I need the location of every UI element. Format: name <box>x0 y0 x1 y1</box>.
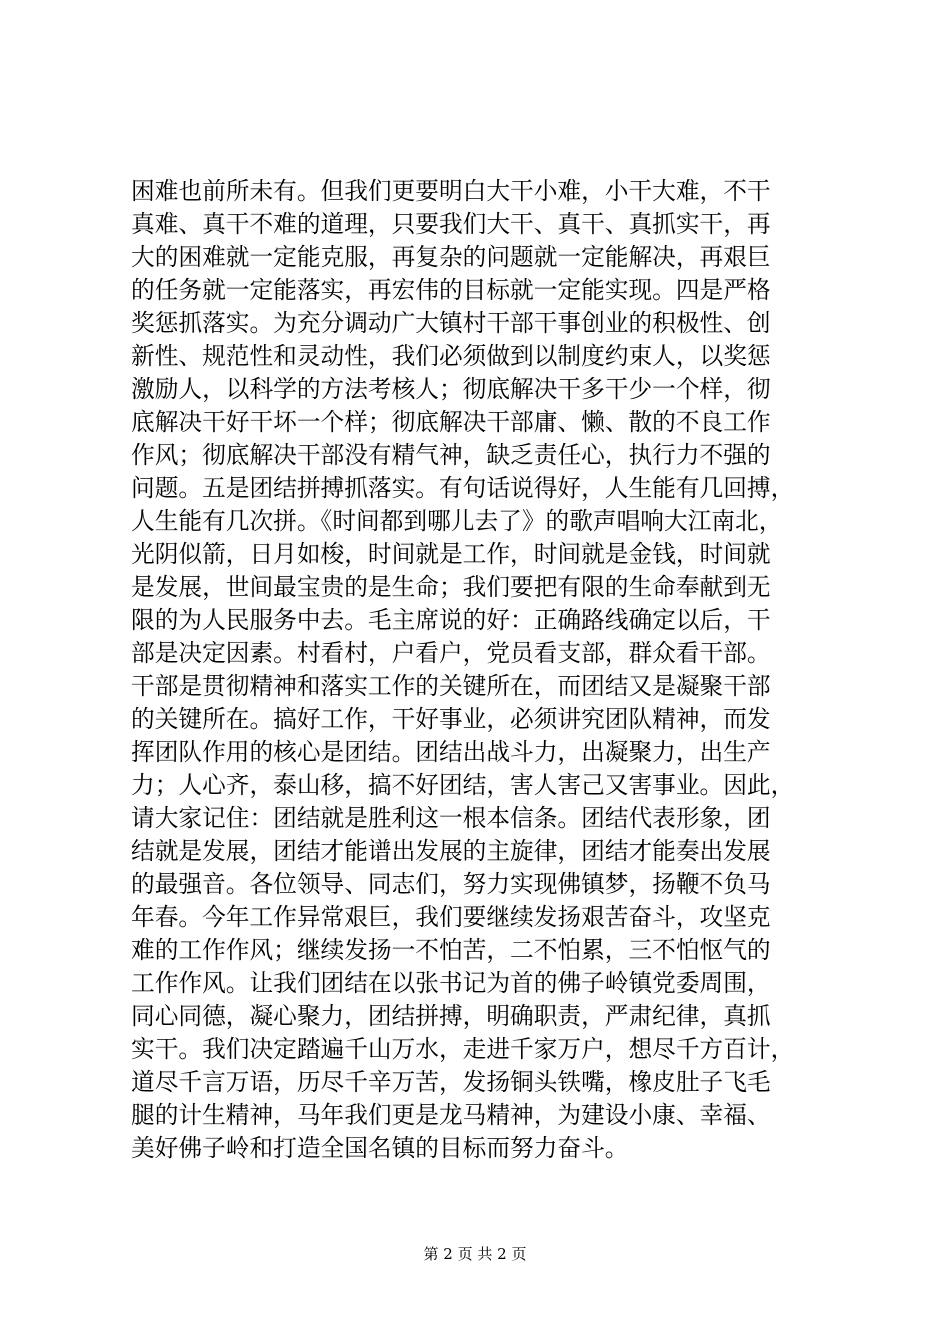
text-line: 大的困难就一定能克服，再复杂的问题就一定能解决，再艰巨 <box>131 243 771 271</box>
body-text <box>131 175 831 1165</box>
text-line: 困难也前所未有。但我们更要明白大干小难，小干大难，不干 <box>131 177 771 205</box>
text-line: 美好佛子岭和打造全国名镇的目标而努力奋斗。 <box>131 1134 629 1162</box>
text-line: 的任务就一定能落实，再宏伟的目标就一定能实现。四是严格 <box>131 276 771 304</box>
text-line: 道尽千言万语，历尽千辛万苦，发扬铜头铁嘴，橡皮肚子飞毛 <box>131 1068 771 1096</box>
text-line: 结就是发展，团结才能谱出发展的主旋律，团结才能奏出发展 <box>131 837 771 865</box>
text-line: 激励人，以科学的方法考核人；彻底解决干多干少一个样，彻 <box>131 375 771 403</box>
text-line: 难的工作作风；继续发扬一不怕苦，二不怕累，三不怕怄气的 <box>131 936 771 964</box>
text-line: 请大家记住：团结就是胜利这一根本信条。团结代表形象，团 <box>131 804 771 832</box>
text-line: 是发展，世间最宝贵的是生命；我们要把有限的生命奉献到无 <box>131 573 771 601</box>
text-line: 工作作风。让我们团结在以张书记为首的佛子岭镇党委周围， <box>131 969 771 997</box>
text-line: 问题。五是团结拼搏抓落实。有句话说得好，人生能有几回搏， <box>131 474 795 502</box>
page-footer: 第 2 页 共 2 页 <box>423 1245 527 1263</box>
text-line: 新性、规范性和灵动性，我们必须做到以制度约束人，以奖惩 <box>131 342 771 370</box>
text-line: 人生能有几次拼。《时间都到哪儿去了》的歌声唱响大江南北， <box>131 507 783 535</box>
text-line: 同心同德，凝心聚力，团结拼搏，明确职责，严肃纪律，真抓 <box>131 1002 771 1030</box>
text-line: 力；人心齐，泰山移，搞不好团结，害人害己又害事业。因此， <box>131 771 795 799</box>
text-line: 真难、真干不难的道理，只要我们大干、真干、真抓实干，再 <box>131 210 771 238</box>
text-line: 限的为人民服务中去。毛主席说的好：正确路线确定以后，干 <box>131 606 771 634</box>
text-line: 的关键所在。搞好工作，干好事业，必须讲究团队精神，而发 <box>131 705 771 733</box>
text-line: 作风；彻底解决干部没有精气神，缺乏责任心，执行力不强的 <box>131 441 771 469</box>
text-line: 光阴似箭，日月如梭，时间就是工作，时间就是金钱，时间就 <box>131 540 771 568</box>
text-line: 奖惩抓落实。为充分调动广大镇村干部干事创业的积极性、创 <box>131 309 771 337</box>
text-line: 底解决干好干坏一个样；彻底解决干部庸、懒、散的不良工作 <box>131 408 771 436</box>
text-line: 的最强音。各位领导、同志们，努力实现佛镇梦，扬鞭不负马 <box>131 870 771 898</box>
text-line: 挥团队作用的核心是团结。团结出战斗力，出凝聚力，出生产 <box>131 738 771 766</box>
text-line: 干部是贯彻精神和落实工作的关键所在，而团结又是凝聚干部 <box>131 672 771 700</box>
text-line: 腿的计生精神，马年我们更是龙马精神，为建设小康、幸福、 <box>131 1101 771 1129</box>
text-line: 年春。今年工作异常艰巨，我们要继续发扬艰苦奋斗，攻坚克 <box>131 903 771 931</box>
text-line: 实干。我们决定踏遍千山万水，走进千家万户，想尽千方百计， <box>131 1035 795 1063</box>
text-line: 部是决定因素。村看村，户看户，党员看支部，群众看干部。 <box>131 639 771 667</box>
